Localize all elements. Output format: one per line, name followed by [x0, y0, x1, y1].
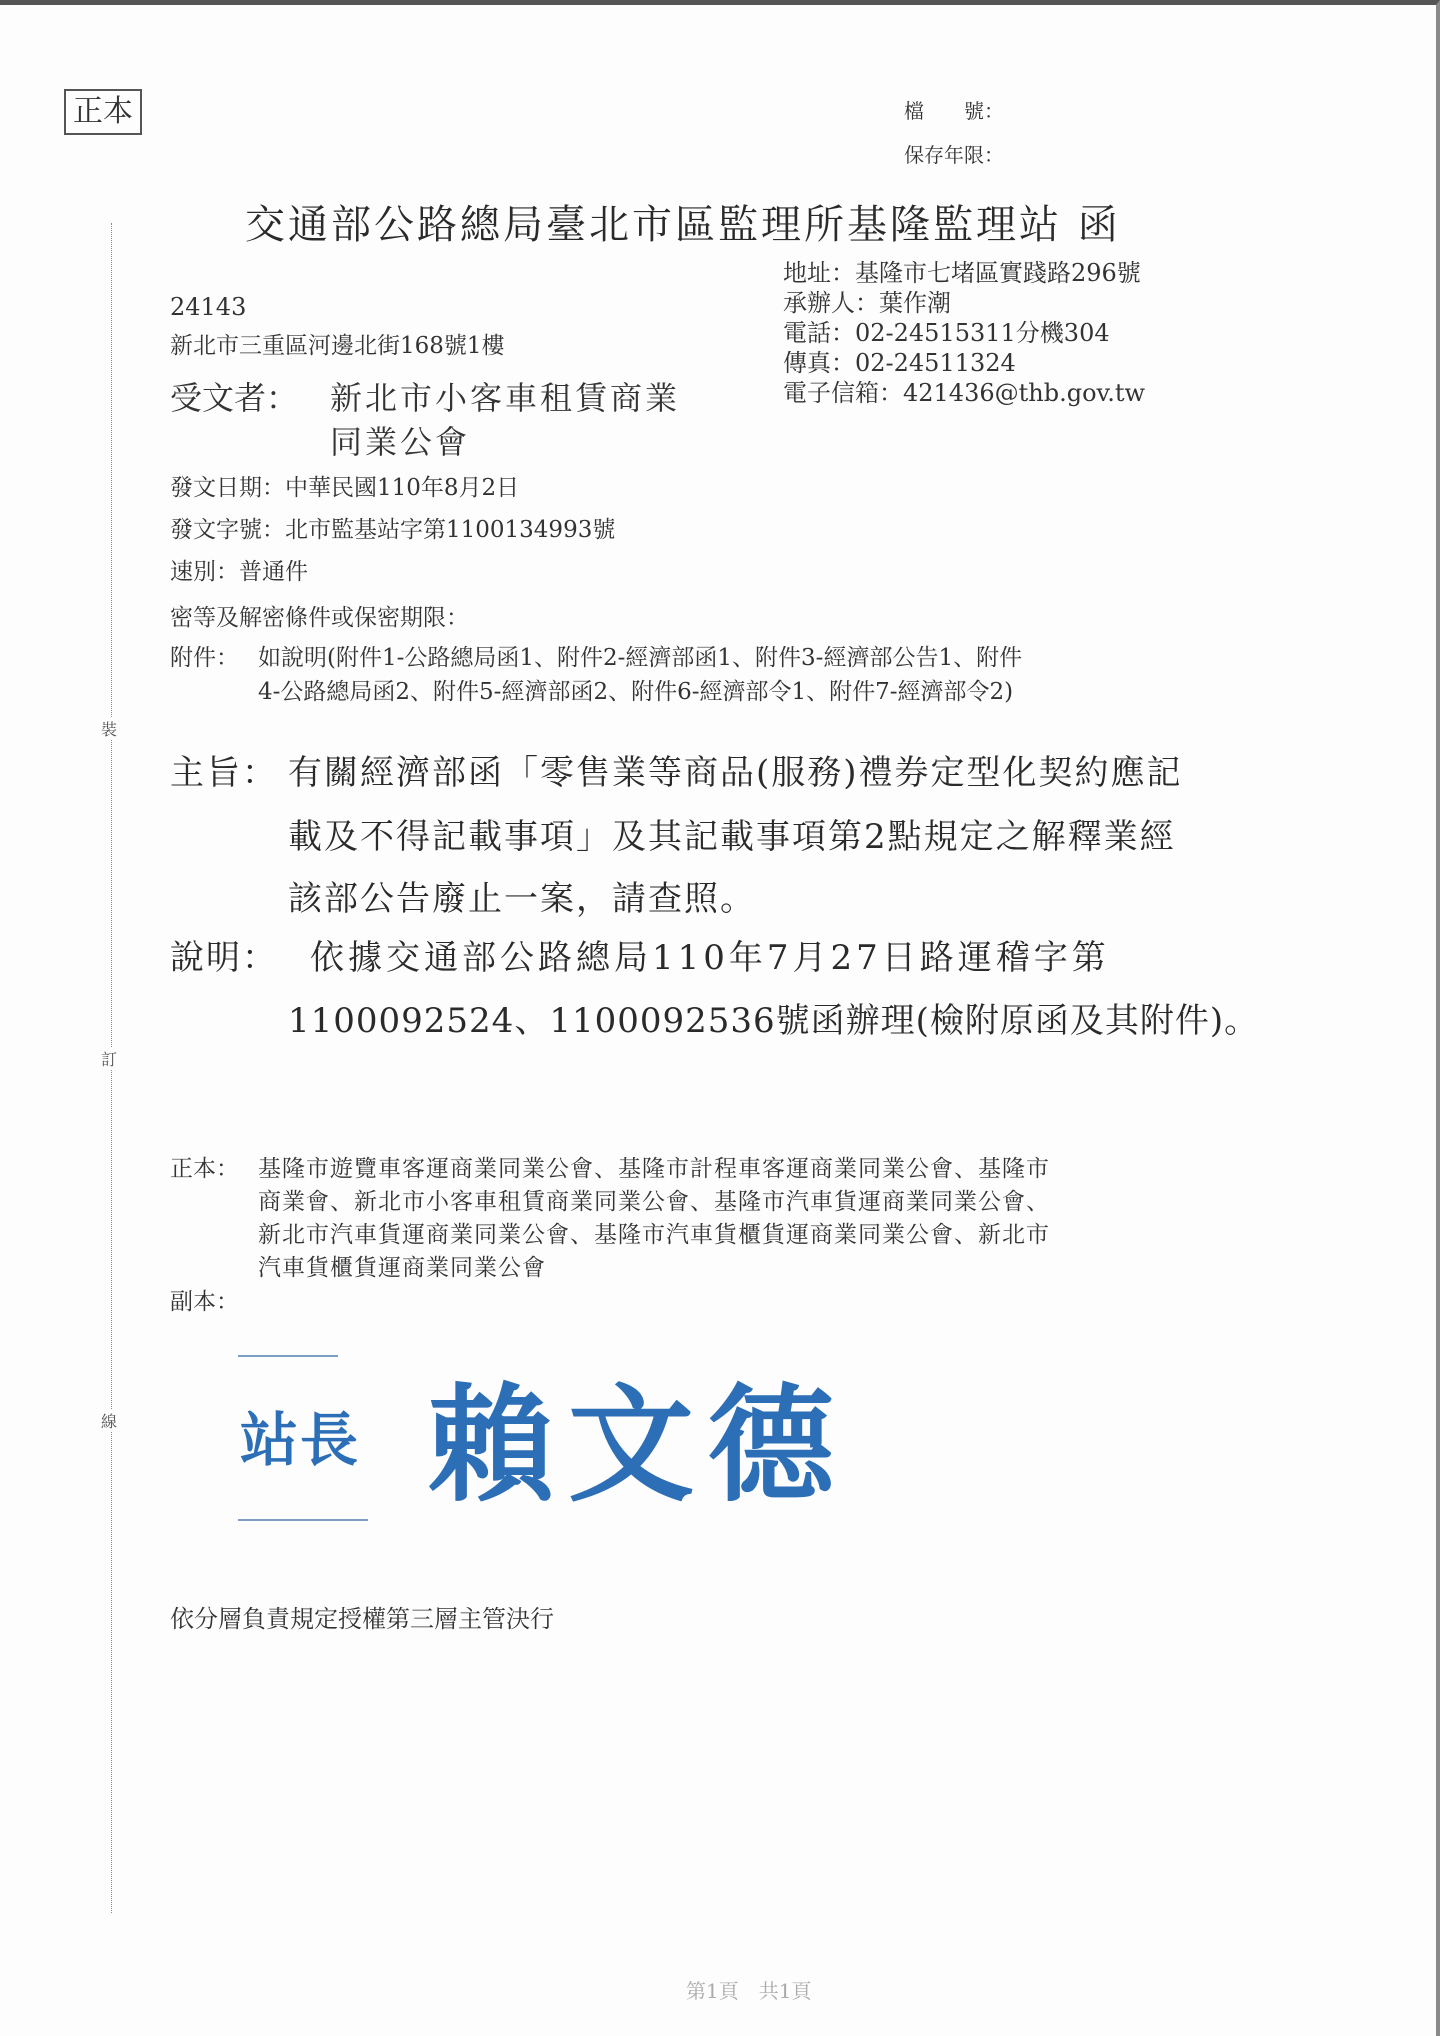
subject-line: 該部公告廢止一案，請查照。: [288, 879, 756, 919]
authorization-note: 依分層負責規定授權第三層主管決行: [170, 1605, 554, 1633]
retention-period-label: 保存年限：: [904, 143, 1004, 167]
issue-number: 發文字號：北市監基站字第1100134993號: [170, 517, 616, 543]
speed-class: 速別：普通件: [170, 559, 308, 585]
subject-line: 有關經濟部函「零售業等商品(服務)禮券定型化契約應記: [288, 753, 1183, 793]
distribution-label: 正本：: [170, 1156, 239, 1182]
stamp-border-bottom: [238, 1519, 368, 1521]
attachments-line2: 4-公路總局函2、附件5-經濟部函2、附件6-經濟部令1、附件7-經濟部令2): [258, 679, 1014, 705]
contact-email: 電子信箱：421436@thb.gov.tw: [783, 379, 1146, 407]
explanation-line1: 依據交通部公路總局110年7月27日路運稽字第: [310, 938, 1110, 978]
attachments-label: 附件：: [170, 645, 239, 671]
contact-address: 地址：基隆市七堵區實踐路296號: [783, 259, 1141, 287]
contact-handler: 承辦人：葉作潮: [783, 289, 951, 317]
recipient-name-line2: 同業公會: [330, 423, 471, 461]
explanation-line2: 1100092524、1100092536號函辦理(檢附原函及其附件)。: [288, 1001, 1260, 1041]
explanation-label: 說明：: [170, 938, 278, 978]
recipient-postal-code: 24143: [170, 293, 247, 321]
page-footer: 第1頁 共1頁: [686, 1979, 812, 2003]
subject-label: 主旨：: [170, 753, 278, 793]
binding-mark: 線: [101, 1409, 117, 1432]
binding-mark: 訂: [101, 1047, 117, 1070]
attachments-line1: 如說明(附件1-公路總局函1、附件2-經濟部函1、附件3-經濟部公告1、附件: [258, 645, 1023, 671]
signature-name-stamp: 賴文德: [428, 1371, 848, 1519]
recipient-address: 新北市三重區河邊北街168號1樓: [170, 333, 505, 359]
contact-block: [783, 258, 1145, 408]
distribution-line: 基隆市遊覽車客運商業同業公會、基隆市計程車客運商業同業公會、基隆市: [258, 1156, 1050, 1182]
contact-fax: 傳真：02-24511324: [783, 349, 1016, 377]
file-number-label: 檔 號：: [904, 99, 1004, 123]
distribution-line: 新北市汽車貨運商業同業公會、基隆市汽車貨櫃貨運商業同業公會、新北市: [258, 1222, 1050, 1248]
security-level: 密等及解密條件或保密期限：: [170, 605, 469, 631]
distribution-line: 汽車貨櫃貨運商業同業公會: [258, 1255, 546, 1281]
recipient-name-line1: 新北市小客車租賃商業: [330, 379, 681, 417]
recipient-label: 受文者：: [170, 379, 299, 417]
stamp-border-top: [238, 1355, 338, 1357]
signature-title-stamp: 站長: [240, 1406, 361, 1474]
subject-line: 載及不得記載事項」及其記載事項第2點規定之解釋業經: [288, 817, 1176, 857]
cc-label: 副本：: [170, 1289, 239, 1315]
distribution-line: 商業會、新北市小客車租賃商業同業公會、基隆市汽車貨運商業同業公會、: [258, 1189, 1050, 1215]
binding-mark: 裝: [101, 717, 117, 740]
contact-phone: 電話：02-24515311分機304: [783, 319, 1110, 347]
document-title: 交通部公路總局臺北市區監理所基隆監理站 函: [245, 202, 1121, 248]
issue-date: 發文日期：中華民國110年8月2日: [170, 475, 520, 501]
original-copy-stamp: 正本: [64, 89, 142, 135]
